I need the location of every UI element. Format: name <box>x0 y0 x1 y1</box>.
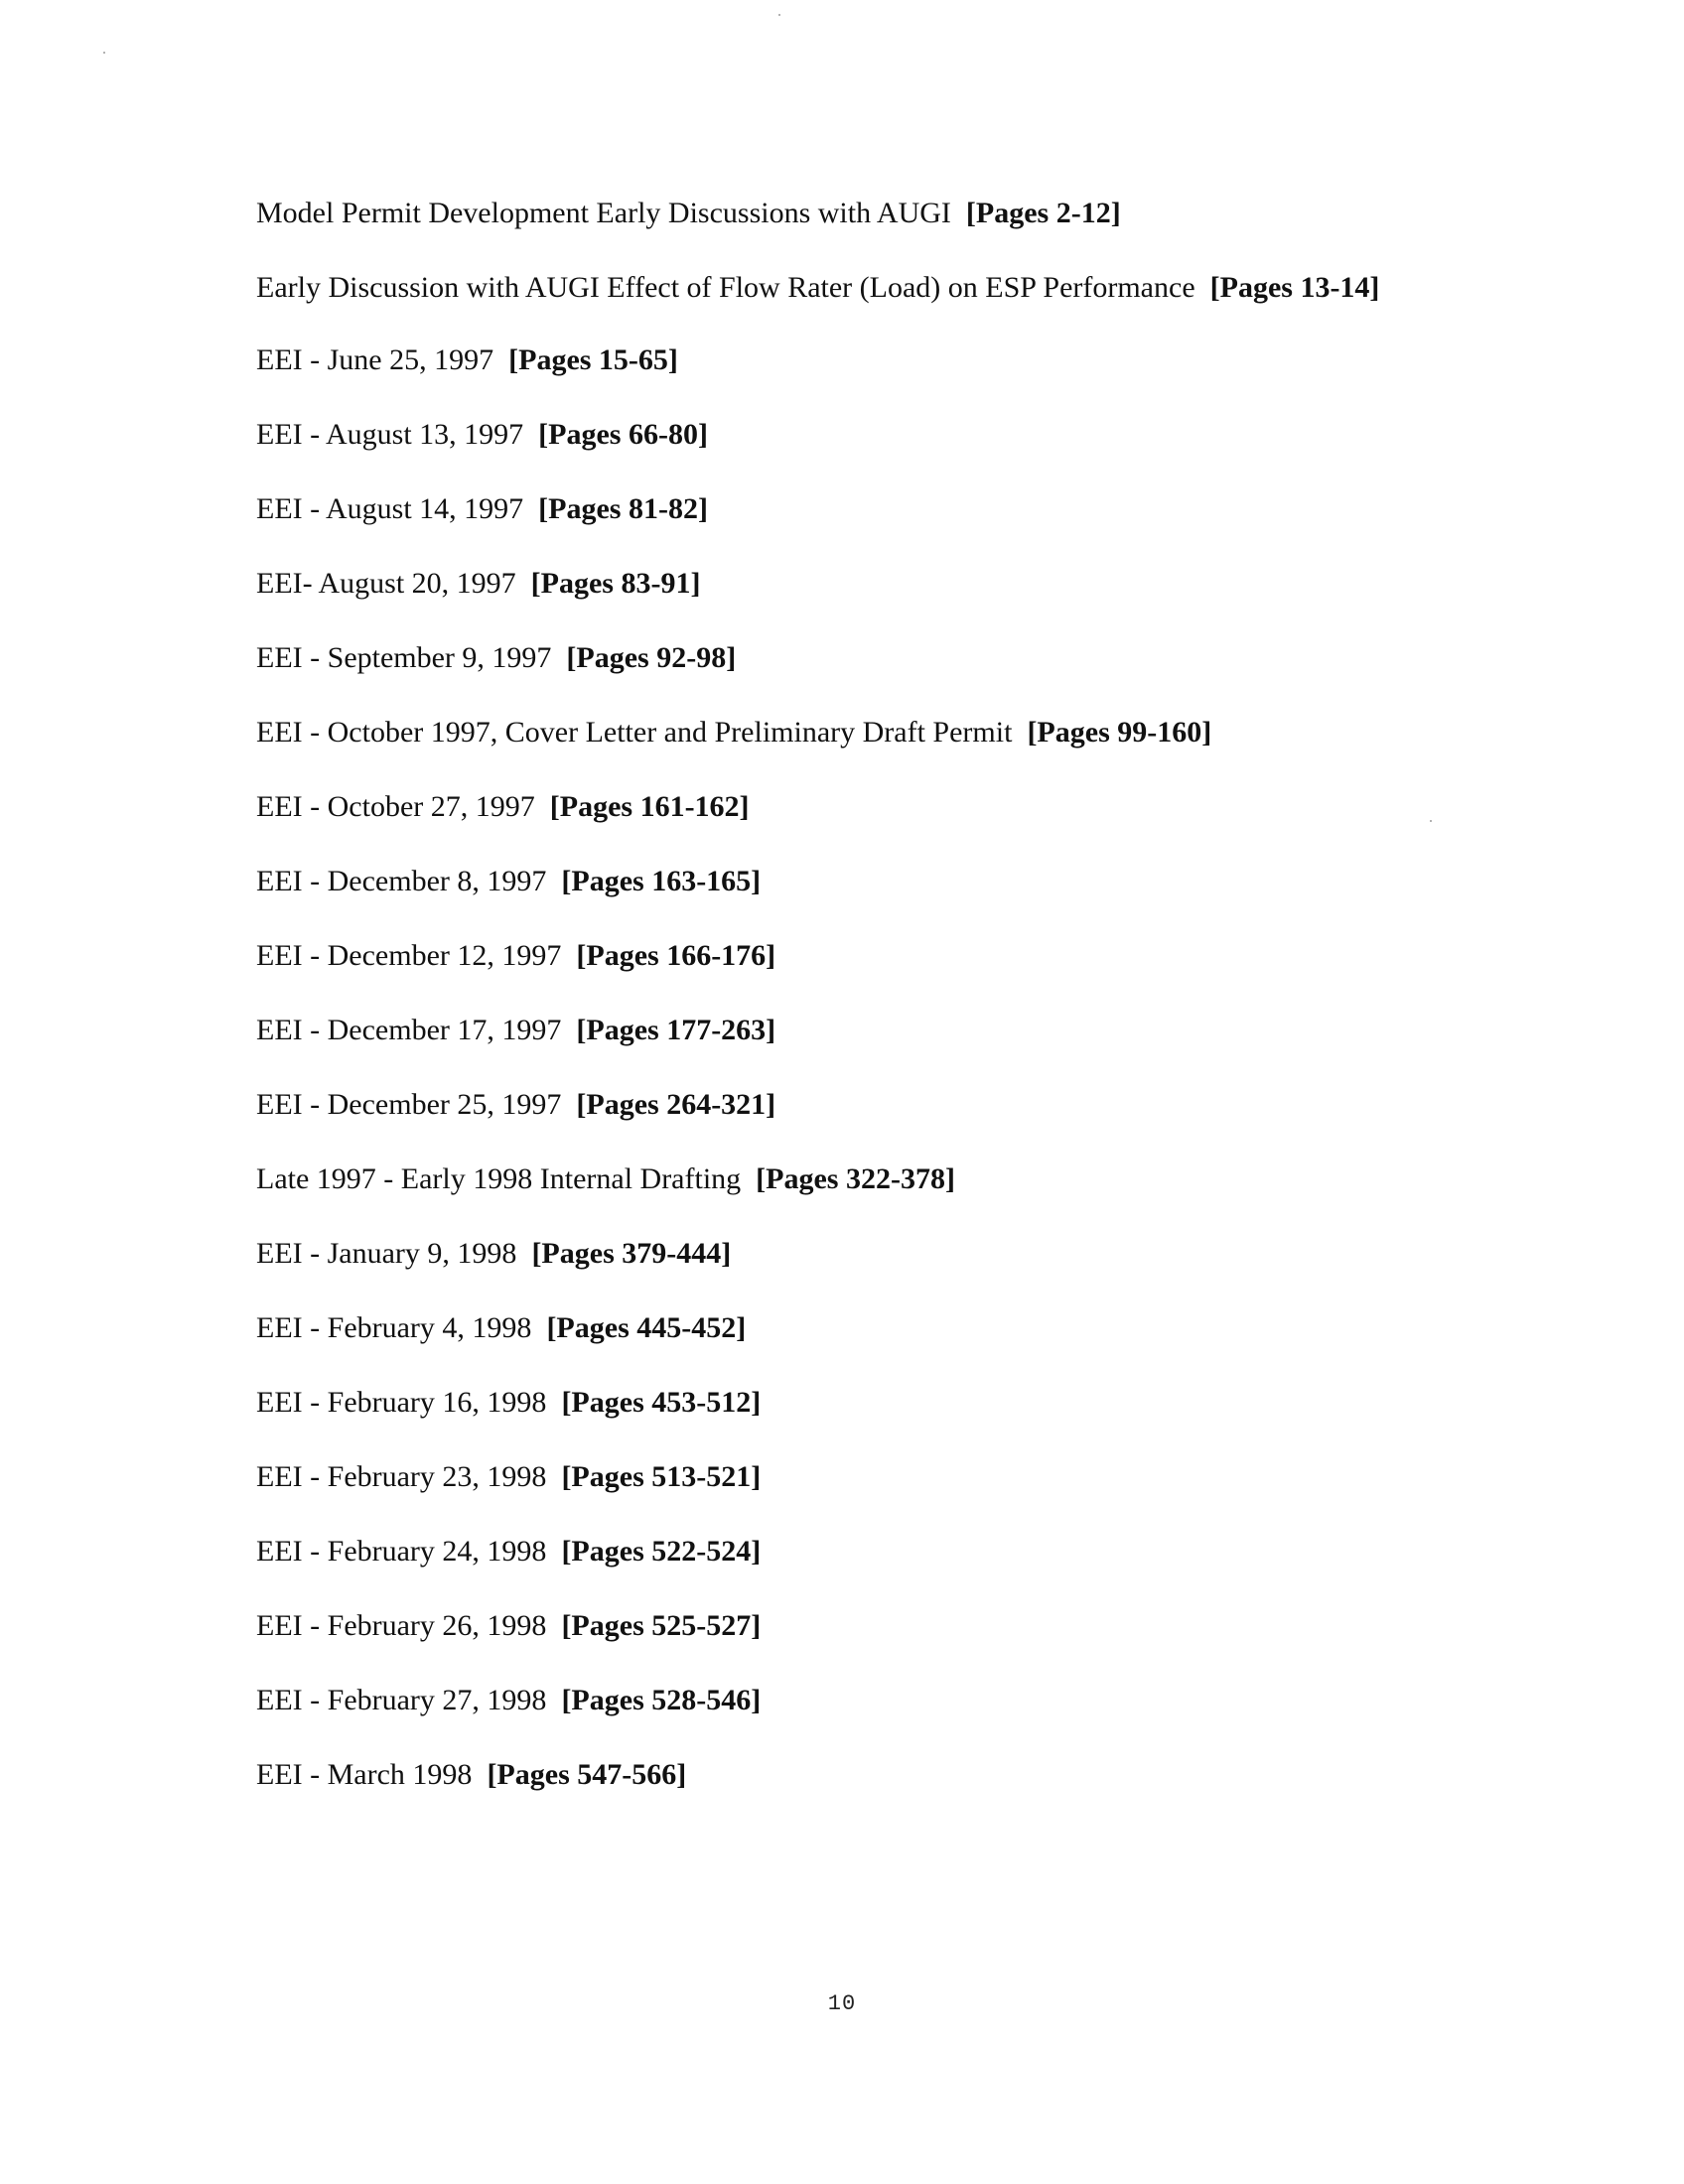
entry-text: EEI - March 1998 <box>256 1758 473 1791</box>
entry-pages: [Pages 2-12] <box>965 197 1121 229</box>
entry-pages: [Pages 13-14] <box>1209 271 1380 304</box>
entry-text: EEI - February 4, 1998 <box>256 1311 532 1344</box>
document-entry <box>256 490 1428 528</box>
entry-pages: [Pages 83-91] <box>530 567 701 600</box>
page-number: 10 <box>827 1991 857 2016</box>
entry-pages: [Pages 92-98] <box>566 641 737 674</box>
entry-text: Late 1997 - Early 1998 Internal Drafting <box>256 1162 742 1195</box>
entry-pages: [Pages 525-527] <box>561 1609 762 1642</box>
entry-text: EEI - December 12, 1997 <box>256 939 562 972</box>
entry-text: EEI - October 27, 1997 <box>256 790 535 823</box>
entry-text: EEI - February 26, 1998 <box>256 1609 547 1642</box>
entry-pages: [Pages 513-521] <box>561 1460 762 1493</box>
entry-text: EEI - December 25, 1997 <box>256 1088 562 1121</box>
document-entry <box>256 565 1428 603</box>
entry-pages: [Pages 322-378] <box>756 1162 955 1195</box>
entry-text: EEI - September 9, 1997 <box>256 641 552 674</box>
entry-text: EEI - February 27, 1998 <box>256 1684 547 1716</box>
entry-pages: [Pages 15-65] <box>508 343 678 376</box>
entry-text: Model Permit Development Early Discussions with AUGI <box>256 197 951 229</box>
scan-speck <box>778 14 780 16</box>
document-entry <box>256 1756 1428 1794</box>
document-entry <box>256 341 1428 379</box>
entry-text: EEI - February 23, 1998 <box>256 1460 547 1493</box>
entry-text: EEI - October 1997, Cover Letter and Preliminary Draft Permit <box>256 716 1013 749</box>
entry-pages: [Pages 522-524] <box>561 1535 762 1568</box>
entry-pages: [Pages 81-82] <box>538 492 708 525</box>
entry-pages: [Pages 177-263] <box>576 1014 776 1046</box>
entry-pages: [Pages 166-176] <box>576 939 776 972</box>
document-entry-list <box>256 195 1428 1831</box>
document-entry <box>256 639 1428 677</box>
entry-text: Early Discussion with AUGI Effect of Flow Rater (Load) on ESP Performance <box>256 271 1195 304</box>
entry-text: EEI - February 24, 1998 <box>256 1535 547 1568</box>
document-entry <box>256 1309 1428 1347</box>
entry-text: EEI - February 16, 1998 <box>256 1386 547 1419</box>
entry-pages: [Pages 528-546] <box>561 1684 762 1716</box>
document-entry <box>256 416 1428 454</box>
document-entry <box>256 1086 1428 1124</box>
document-entry <box>256 195 1428 232</box>
document-entry <box>256 1384 1428 1422</box>
document-entry <box>256 1160 1428 1198</box>
document-entry <box>256 714 1428 751</box>
entry-pages: [Pages 161-162] <box>549 790 750 823</box>
scan-speck <box>1430 820 1432 822</box>
entry-pages: [Pages 264-321] <box>576 1088 776 1121</box>
document-entry <box>256 1682 1428 1719</box>
entry-text: EEI - January 9, 1998 <box>256 1237 517 1270</box>
entry-pages: [Pages 163-165] <box>561 865 762 897</box>
entry-pages: [Pages 99-160] <box>1027 716 1212 749</box>
document-entry <box>256 937 1428 975</box>
document-entry <box>256 1235 1428 1273</box>
document-entry <box>256 1607 1428 1645</box>
document-entry <box>256 1533 1428 1570</box>
entry-text: EEI- August 20, 1997 <box>256 567 516 600</box>
document-entry <box>256 1458 1428 1496</box>
entry-text: EEI - December 17, 1997 <box>256 1014 562 1046</box>
document-entry <box>256 788 1428 826</box>
entry-pages: [Pages 379-444] <box>531 1237 732 1270</box>
entry-text: EEI - August 13, 1997 <box>256 418 524 451</box>
entry-pages: [Pages 445-452] <box>546 1311 747 1344</box>
entry-text: EEI - August 14, 1997 <box>256 492 524 525</box>
document-entry <box>256 863 1428 900</box>
document-entry <box>256 1012 1428 1049</box>
scan-speck <box>103 52 105 54</box>
entry-pages: [Pages 547-566] <box>487 1758 687 1791</box>
entry-text: EEI - June 25, 1997 <box>256 343 494 376</box>
document-entry <box>256 269 1428 307</box>
entry-pages: [Pages 453-512] <box>561 1386 762 1419</box>
entry-pages: [Pages 66-80] <box>538 418 708 451</box>
entry-text: EEI - December 8, 1997 <box>256 865 547 897</box>
